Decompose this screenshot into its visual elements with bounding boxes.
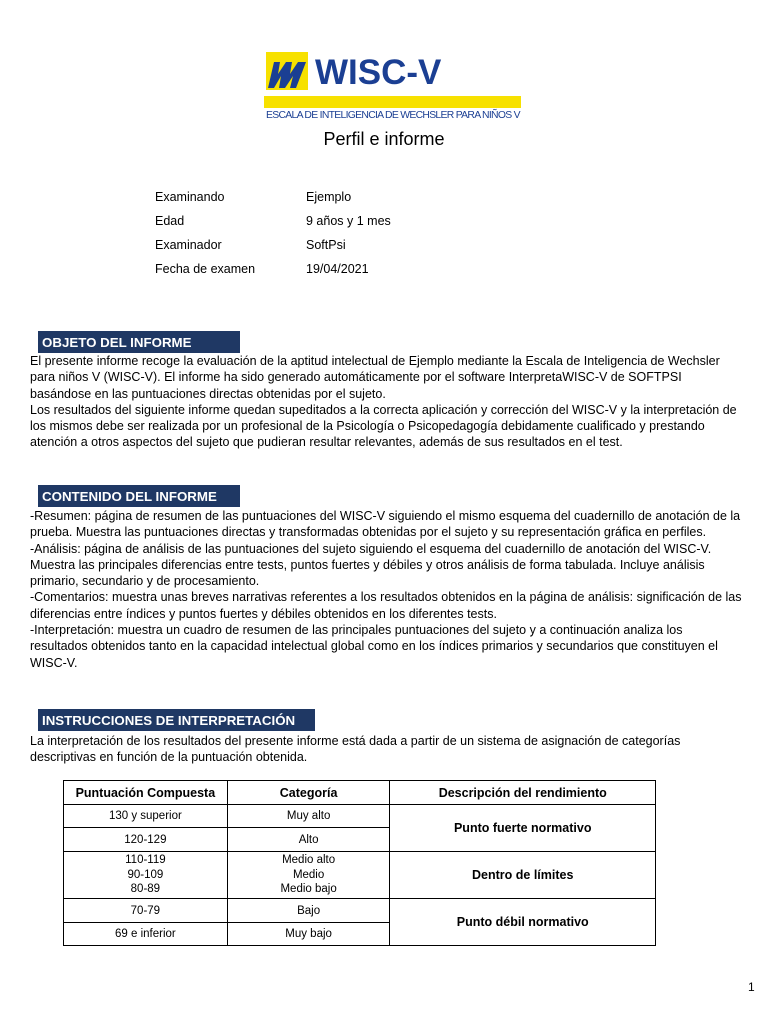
info-value: Ejemplo — [306, 190, 352, 204]
section-body-contenido — [30, 508, 742, 671]
category-table — [63, 780, 656, 946]
info-label: Fecha de examen — [155, 262, 256, 276]
info-value: 19/04/2021 — [306, 262, 369, 276]
paragraph: -Análisis: página de análisis de las puntuaciones del sujeto siguiendo el esquema del cuadernillo de anotación del WISC-V. Muestra las principales diferencias entre tests, puntos fuertes y débiles y otros análisis de forma tabulada. Incluye análisis primario, secundario y de procesamiento. — [30, 541, 712, 589]
wisc-logo-mark-icon — [266, 52, 308, 90]
info-label: Examinador — [155, 238, 222, 252]
category-cell: Bajo — [227, 899, 390, 923]
category-cell: Alto — [227, 828, 390, 852]
category-cell: Muy bajo — [227, 923, 390, 946]
column-header: Descripción del rendimiento — [390, 781, 656, 805]
paragraph: -Resumen: página de resumen de las puntuaciones del WISC-V siguiendo el mismo esquema del cuadernillo de anotación de la prueba. Muestra las puntuaciones directas y transformadas obtenidas por el sujeto y su representación gráfica en perfiles. — [30, 509, 741, 540]
info-row-examinador — [155, 238, 391, 262]
score-value: 90-109 — [127, 868, 164, 881]
score-value: 80-89 — [130, 883, 161, 896]
description-cell: Dentro de límites — [390, 852, 656, 899]
category-value: Medio alto — [282, 854, 336, 867]
table-row — [64, 805, 656, 828]
paragraph: -Comentarios: muestra unas breves narrativas referentes a los resultados obtenidos en la página de análisis: significación de las diferencias entre índices y puntos fuertes y débiles obtenidos en los diferentes tests. — [30, 590, 742, 621]
section-heading-objeto: OBJETO DEL INFORME — [38, 331, 240, 353]
info-row-edad — [155, 214, 391, 238]
logo-yellow-bar — [264, 96, 521, 108]
category-value: Medio — [292, 868, 325, 881]
paragraph: La interpretación de los resultados del presente informe está dada a partir de un sistema de asignación de categorías descriptivas en función de la puntuación obtenida. — [30, 734, 681, 765]
score-cell: 120-129 — [64, 828, 228, 852]
table-row — [64, 852, 656, 899]
score-cell: 130 y superior — [64, 805, 228, 828]
column-header: Puntuación Compuesta — [64, 781, 228, 805]
paragraph: El presente informe recoge la evaluación de la aptitud intelectual de Ejemplo mediante la Escala de Inteligencia de Wechsler para niños V (WISC-V). El informe ha sido generado automáticamente por el software InterpretaWISC-V de SOFTPSI basándose en las puntuaciones directas obtenidas por el sujeto. — [30, 354, 720, 401]
logo-subtitle: ESCALA DE INTELIGENCIA DE WECHSLER PARA NIÑOS V — [266, 110, 520, 121]
category-value: Medio bajo — [280, 883, 337, 896]
info-row-examinando — [155, 190, 391, 214]
paragraph: -Interpretación: muestra un cuadro de resumen de las principales puntuaciones del sujeto y a continuación analiza los resultados obtenidos tanto en la capacidad intelectual global como en los índices primarios y secundarios que constituyen el WISC-V. — [30, 623, 718, 670]
score-value: 110-119 — [125, 854, 166, 867]
table-row — [64, 899, 656, 923]
category-cell: Muy alto — [227, 805, 390, 828]
category-cell — [227, 852, 390, 899]
logo-text: WISC-V — [315, 53, 442, 92]
info-row-fecha — [155, 262, 391, 286]
paragraph: Los resultados del siguiente informe quedan supeditados a la correcta aplicación y corrección del WISC-V y la interpretación de los mismos debe ser realizada por un profesional de la Psicología o Psicopedagogía debidamente cualificado y prestando atención a otros aspectos del sujeto que pudieran resultar relevantes, además de sus resultados en el test. — [30, 402, 737, 450]
info-value: 9 años y 1 mes — [306, 214, 391, 228]
description-cell: Punto débil normativo — [390, 899, 656, 946]
page-number: 1 — [748, 980, 755, 994]
wisc-logo — [264, 52, 521, 124]
section-body-objeto — [30, 353, 742, 451]
score-cell: 70-79 — [64, 899, 228, 923]
column-header: Categoría — [227, 781, 390, 805]
page-title: Perfil e informe — [323, 129, 445, 149]
examinee-info — [155, 190, 391, 286]
info-value: SoftPsi — [306, 238, 346, 252]
info-label: Examinando — [155, 190, 225, 204]
info-label: Edad — [155, 214, 185, 228]
score-cell — [64, 852, 228, 899]
section-body-instrucciones — [30, 733, 742, 766]
table-header-row — [64, 781, 656, 805]
section-heading-contenido: CONTENIDO DEL INFORME — [38, 485, 240, 507]
section-heading-instrucciones: INSTRUCCIONES DE INTERPRETACIÓN — [38, 709, 315, 731]
score-cell: 69 e inferior — [64, 923, 228, 946]
description-cell: Punto fuerte normativo — [390, 805, 656, 852]
